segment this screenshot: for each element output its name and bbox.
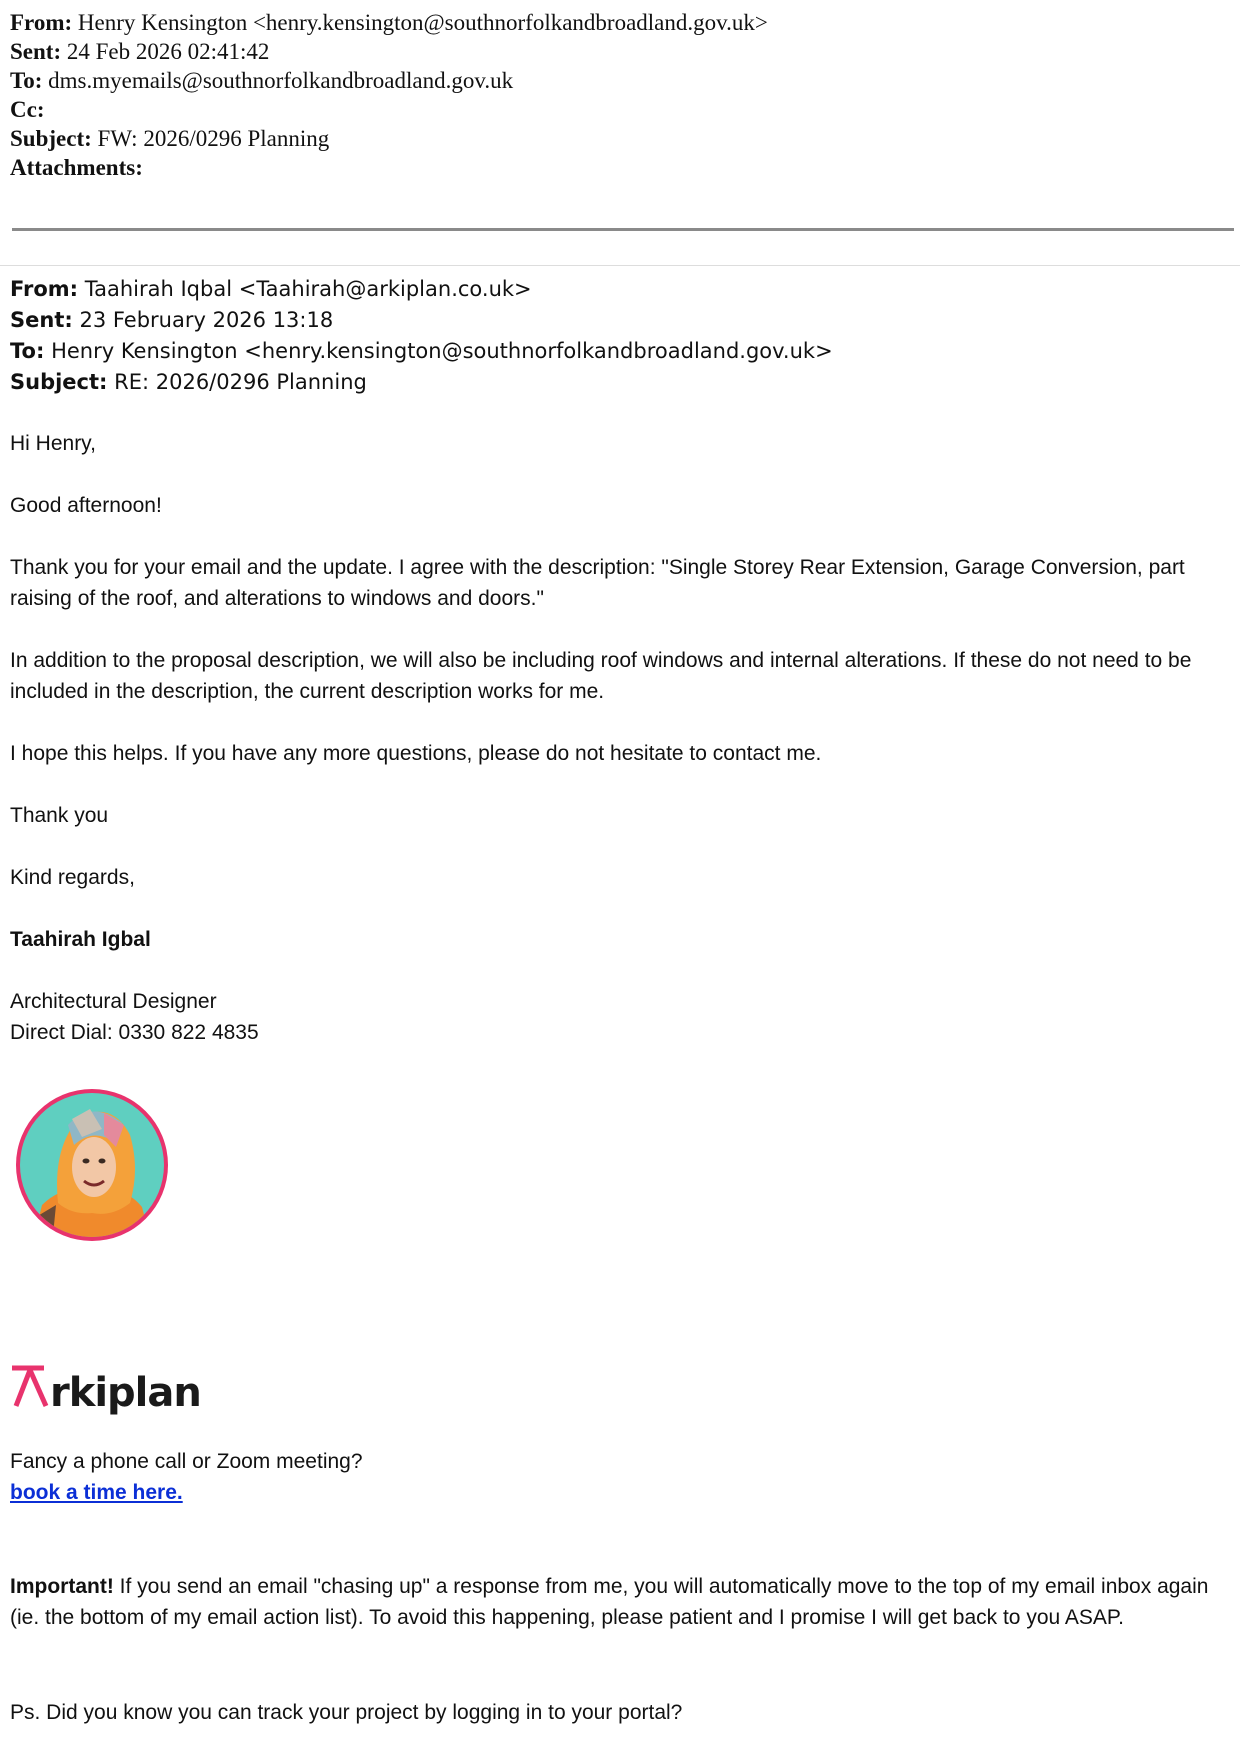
arkiplan-mark-icon xyxy=(12,1368,46,1406)
logo-wordmark: rkiplan xyxy=(50,1370,201,1416)
salutation: Good afternoon! xyxy=(10,494,162,517)
header-sent: Sent: 24 Feb 2026 02:41:42 xyxy=(10,39,270,64)
important-label: Important! xyxy=(10,1575,114,1598)
email-header xyxy=(10,8,1210,182)
closing: Kind regards, xyxy=(10,866,135,889)
important-text: If you send an email "chasing up" a response from me, you will automatically move to the top of my email inbox again (ie. the bottom of my email action list). To avoid this happening, please patient and I promise I will get back to you ASAP. xyxy=(10,1575,1209,1629)
forwarded-sent: Sent: 23 February 2026 13:18 xyxy=(10,308,334,332)
header-from: From: Henry Kensington <henry.kensington@southnorfolkandbroadland.gov.uk> xyxy=(10,10,768,35)
call-prompt: Fancy a phone call or Zoom meeting? xyxy=(10,1450,363,1473)
header-cc: Cc: xyxy=(10,97,45,122)
important-notice xyxy=(10,1571,1225,1633)
signature-name: Taahirah Igbal xyxy=(10,928,151,951)
header-divider xyxy=(12,228,1234,231)
forwarded-from: From: Taahirah Iqbal <Taahirah@arkiplan.co.uk> xyxy=(10,277,532,301)
signature-direct-dial: Direct Dial: 0330 822 4835 xyxy=(10,1021,259,1044)
forwarded-header xyxy=(10,274,1220,398)
paragraph-help: I hope this helps. If you have any more questions, please do not hesitate to contact me. xyxy=(10,742,822,765)
message-body xyxy=(10,428,1225,1048)
signature-title: Architectural Designer xyxy=(10,990,217,1013)
paragraph-additions: In addition to the proposal description, we will also be including roof windows and internal alterations. If these do not need to be included in the description, the current description works for me. xyxy=(10,649,1192,703)
greeting: Hi Henry, xyxy=(10,432,96,455)
header-to: To: dms.myemails@southnorfolkandbroadland.gov.uk xyxy=(10,68,514,93)
booking-link[interactable]: book a time here. xyxy=(10,1481,183,1504)
thanks: Thank you xyxy=(10,804,109,827)
header-subject: Subject: FW: 2026/0296 Planning xyxy=(10,126,330,151)
forwarded-to: To: Henry Kensington <henry.kensington@southnorfolkandbroadland.gov.uk> xyxy=(10,339,833,363)
avatar xyxy=(12,1085,172,1245)
forwarded-subject: Subject: RE: 2026/0296 Planning xyxy=(10,370,367,394)
forward-divider xyxy=(0,265,1240,266)
booking-section xyxy=(10,1446,1225,1508)
ps-note: Ps. Did you know you can track your project by logging in to your portal? xyxy=(10,1701,683,1724)
arkiplan-logo xyxy=(10,1360,210,1420)
header-attachments: Attachments: xyxy=(10,155,143,180)
paragraph-agreement: Thank you for your email and the update. I agree with the description: "Single Storey Rear Extension, Garage Conversion, part raising of the roof, and alterations to windows and doors." xyxy=(10,556,1185,610)
